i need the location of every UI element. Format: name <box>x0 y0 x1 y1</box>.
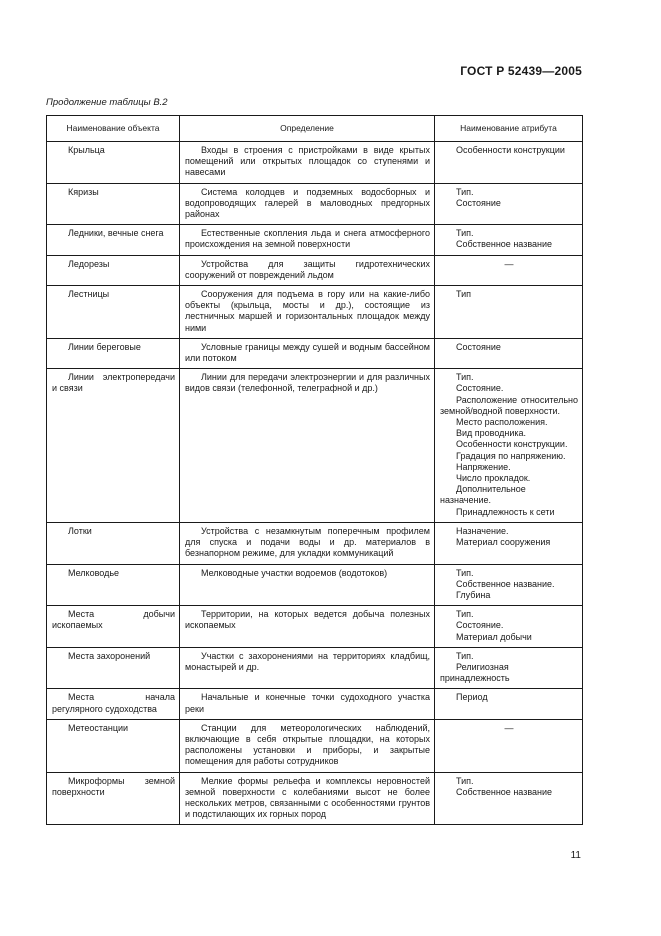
attribute-cell <box>435 369 583 523</box>
object-name-cell: Лестницы <box>47 286 180 339</box>
standard-header: ГОСТ Р 52439—2005 <box>460 64 582 78</box>
attribute-cell <box>435 606 583 648</box>
attribute-item: Тип. <box>456 567 474 578</box>
object-name-cell: Лотки <box>47 522 180 564</box>
attribute-item: Особенности конструкции. <box>456 439 568 450</box>
attribute-item: Расположение относительно земной/водной поверхности. <box>440 394 578 416</box>
table-row <box>47 142 583 184</box>
attribute-item: Вид проводника. <box>456 428 527 439</box>
object-name-cell: Места добычи ископаемых <box>47 606 180 648</box>
table-row <box>47 369 583 523</box>
attribute-item: Религиозная принадлежность <box>440 661 510 684</box>
attribute-item: Собственное название <box>456 786 553 797</box>
attribute-item: Градация по напряжению. <box>456 450 566 461</box>
attribute-item: Назначение. <box>456 525 509 536</box>
column-header-definition: Определение <box>180 116 435 142</box>
definition-cell: Условные границы между сушей и водным бассейном или потоком <box>180 338 435 368</box>
attribute-item: Принадлежность к сети <box>456 506 555 517</box>
definition-cell: Система колодцев и подземных водосборных и водопроводящих галерей в маловодных предгорных районах <box>180 183 435 225</box>
attribute-cell <box>435 338 583 368</box>
table-header-row <box>47 116 583 142</box>
column-header-object-name: Наименование объекта <box>47 116 180 142</box>
attribute-item: Состояние <box>456 341 501 352</box>
object-name-cell: Мелководье <box>47 564 180 606</box>
object-name-cell: Крыльца <box>47 142 180 184</box>
attribute-cell <box>435 255 583 285</box>
table-row <box>47 183 583 225</box>
attribute-item: Тип. <box>456 609 474 620</box>
table-row <box>47 719 583 772</box>
definition-cell: Территории, на которых ведется добыча полезных ископаемых <box>180 606 435 648</box>
table-row <box>47 647 583 689</box>
object-name-cell: Места захоронений <box>47 647 180 689</box>
object-name-cell: Микроформы земной поверхности <box>47 772 180 825</box>
definition-cell: Устройства с незамкнутым поперечным профилем для спуска и подачи воды и др. материалов в безнапорном режиме, для укладки коммуникаций <box>180 522 435 564</box>
object-name-cell: Линии береговые <box>47 338 180 368</box>
attribute-cell <box>435 647 583 689</box>
attribute-item: Тип. <box>456 775 474 786</box>
definitions-table <box>46 115 583 825</box>
attribute-item: Состояние. <box>456 383 504 394</box>
definition-cell: Устройства для защиты гидротехнических сооружений от повреждений льдом <box>180 255 435 285</box>
attribute-item: Тип. <box>456 372 474 383</box>
attribute-cell <box>435 719 583 772</box>
definition-cell: Начальные и конечные точки судоходного участка реки <box>180 689 435 719</box>
attribute-cell <box>435 772 583 825</box>
definition-cell: Линии для передачи электроэнергии и для различных видов связи (телефонной, телеграфной и др.) <box>180 369 435 523</box>
attribute-item: Тип. <box>456 650 474 661</box>
definition-cell: Мелководные участки водоемов (водотоков) <box>180 564 435 606</box>
attribute-item: Состояние. <box>456 620 504 631</box>
definition-cell: Мелкие формы рельефа и комплексы неровностей земной поверхности с колебаниями высот не более нескольких метров, связанными с особенностями грунтов и подстилающих их горных пород <box>180 772 435 825</box>
table-row <box>47 689 583 719</box>
table-row <box>47 338 583 368</box>
table-caption: Продолжение таблицы В.2 <box>46 97 168 108</box>
definition-cell: Станции для метеорологических наблюдений, включающие в себя открытые площадки, на которых расположены установки и приборы, и закрытые помещения для работы сотрудников <box>180 719 435 772</box>
table-row <box>47 286 583 339</box>
attribute-cell <box>435 286 583 339</box>
attribute-cell <box>435 225 583 255</box>
object-name-cell: Ледорезы <box>47 255 180 285</box>
attribute-item: — <box>504 722 514 733</box>
attribute-item: — <box>504 258 514 269</box>
page-number: 11 <box>570 850 581 861</box>
attribute-item: Состояние <box>456 197 501 208</box>
attribute-item: Тип. <box>456 186 474 197</box>
object-name-cell: Места начала регулярного судоходства <box>47 689 180 719</box>
attribute-item: Тип <box>456 289 472 300</box>
definition-cell: Сооружения для подъема в гору или на какие-либо объекты (крыльца, мосты и др.), состоящие из лестничных маршей и горизонтальных площадок между ними <box>180 286 435 339</box>
column-header-attribute-name: Наименование атрибута <box>435 116 583 142</box>
table-row <box>47 564 583 606</box>
table-row <box>47 255 583 285</box>
attribute-item: Период <box>456 692 488 703</box>
object-name-cell: Кяризы <box>47 183 180 225</box>
table-row <box>47 522 583 564</box>
attribute-item: Число прокладок. <box>456 473 531 484</box>
object-name-cell: Ледники, вечные снега <box>47 225 180 255</box>
attribute-cell <box>435 522 583 564</box>
attribute-cell <box>435 689 583 719</box>
table-row <box>47 772 583 825</box>
definition-cell: Участки с захоронениями на территориях кладбищ, монастырей и др. <box>180 647 435 689</box>
attribute-item: Место расположения. <box>456 417 548 428</box>
definition-cell: Входы в строения с пристройками в виде крытых помещений или открытых площадок со ступенями и навесами <box>180 142 435 184</box>
attribute-item: Напряжение. <box>456 461 511 472</box>
table-row <box>47 225 583 255</box>
attribute-item: Глубина <box>456 589 491 600</box>
attribute-item: Дополнительное назначение. <box>440 484 526 506</box>
attribute-cell <box>435 564 583 606</box>
definition-cell: Естественные скопления льда и снега атмосферного происхождения на земной поверхности <box>180 225 435 255</box>
attribute-item: Собственное название <box>456 239 553 250</box>
attribute-cell <box>435 142 583 184</box>
attribute-item: Тип. <box>456 228 474 239</box>
attribute-item: Материал сооружения <box>456 537 551 548</box>
object-name-cell: Метеостанции <box>47 719 180 772</box>
table-row <box>47 606 583 648</box>
object-name-cell: Линии электропередачи и связи <box>47 369 180 523</box>
attribute-item: Особенности конструкции <box>456 145 565 155</box>
attribute-item: Собственное название. <box>456 578 555 589</box>
attribute-item: Материал добычи <box>456 631 532 642</box>
attribute-cell <box>435 183 583 225</box>
